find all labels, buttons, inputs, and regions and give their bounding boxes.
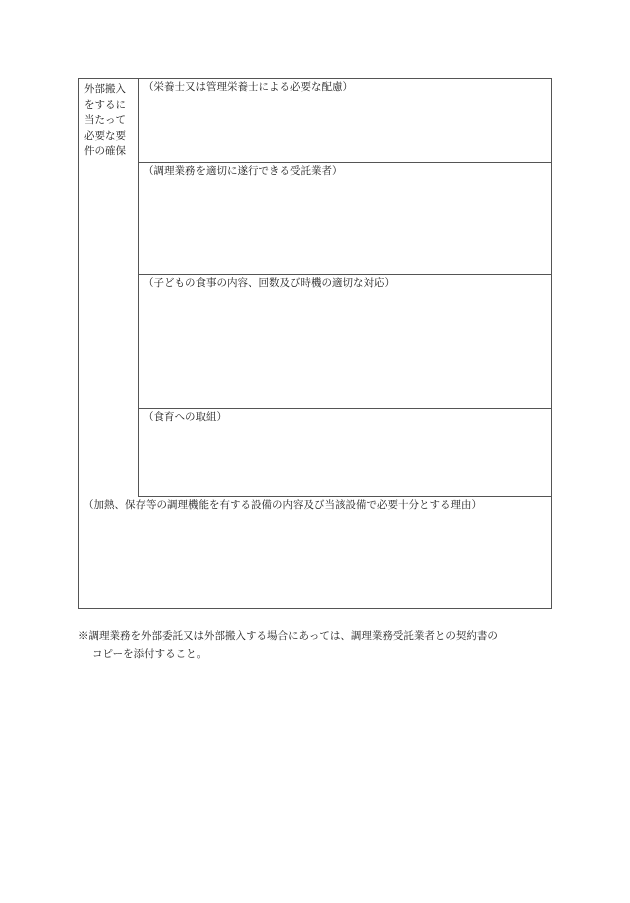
requirements-row-label: 外部搬入 をするに 当たって 必要な要 件の確保 bbox=[84, 83, 126, 157]
nutritionist-consideration-cell bbox=[139, 79, 552, 163]
footnote-line-1: ※調理業務を外部委託又は外部搬入する場合にあっては、調理業務受託業者との契約書の bbox=[78, 630, 498, 642]
contractor-cell bbox=[139, 163, 552, 275]
food-education-cell bbox=[139, 409, 552, 497]
requirements-form-table bbox=[78, 78, 552, 609]
meal-content-cell bbox=[139, 275, 552, 409]
nutritionist-consideration-label: （栄養士又は管理栄養士による必要な配慮） bbox=[143, 81, 353, 93]
meal-content-label: （子どもの食事の内容、回数及び時機の適切な対応） bbox=[143, 277, 395, 289]
food-education-label: （食育への取組） bbox=[143, 411, 227, 423]
footnote-line-2: コピーを添付すること。 bbox=[92, 648, 208, 660]
contractor-label: （調理業務を適切に遂行できる受託業者） bbox=[143, 165, 343, 177]
equipment-reason-cell bbox=[79, 497, 551, 608]
requirements-row-header bbox=[79, 79, 139, 497]
footnote bbox=[78, 627, 568, 663]
equipment-reason-label: （加熱、保存等の調理機能を有する設備の内容及び当該設備で必要十分とする理由） bbox=[83, 499, 482, 511]
